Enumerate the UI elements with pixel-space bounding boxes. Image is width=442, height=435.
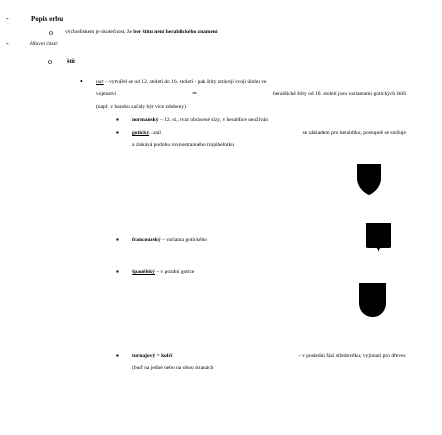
shield-heading: štít [67,59,75,65]
item-turnajovy-line2: (buď na jedné nebo na obou stranách [132,365,214,371]
list-small-bullet-marker: ▪ [116,128,119,137]
item-turnajovy-label: turnajový = kolčí [132,353,173,359]
list-small-bullet-marker: ▪ [116,267,119,276]
para-line-2 [96,92,406,98]
para-line-2-a: vojenství [96,91,117,97]
item-normansky-text: – 12. st., tvar obrácené slzy, v heraldice neužíván [158,117,269,123]
list-small-bullet-marker: ▪ [116,115,119,124]
item-francouzsky [132,238,207,244]
item-goticky-label: gotický [132,130,150,136]
list-dash-marker: - [6,14,9,23]
item-goticky-mid: ...stál [149,130,161,136]
para-line-3: (např. v baroku začaly být více zdobeny) [96,104,186,110]
list-dash-marker: - [6,39,9,48]
starting-point-bold: ber štítu není heraldického znamení [133,29,218,35]
para-line-2-b: heraldické štíty od 16. století jsou variantami gotických štítů [272,91,406,97]
starting-point-plain: východiskem je skutečnost, že [65,29,134,35]
gothic-shield-icon [357,164,381,195]
item-spanelsky-label: španělský [132,269,155,275]
heading-popis-erbu: Popis erbu [31,15,64,23]
item-turnajovy [132,354,406,360]
item-turnajovy-text: – v poslední fázi středověku; vyjímatí pro dřevec [298,353,406,359]
heading-main-parts: Hlavní části: [30,41,59,47]
item-normansky-label: normanský [132,117,159,123]
item-francouzsky-text: – varianta gotického [160,237,208,243]
implies-arrow: ⇒ [192,91,197,97]
item-goticky-text: se základem pro heraldiku, postupně se snižuje [302,130,406,136]
item-francouzsky-label: francouzský [132,237,161,243]
para-keyword: nar [96,79,104,85]
para-line-1-rest: – vytvářel se od 12. století do 16. století - pak štíty ztrácejí svoji úlohu ve [103,79,267,85]
item-goticky [132,131,406,137]
spanish-shield-icon [359,283,386,317]
item-goticky-line2: a získává podobu rovnostranného trojúhelníku [132,142,235,148]
list-bullet-marker: • [80,77,83,86]
starting-point-text [65,30,218,36]
para-line-1 [96,80,406,86]
item-normansky [132,118,268,124]
list-circle-marker: o [48,57,52,66]
item-spanelsky [132,270,194,276]
list-circle-marker: o [49,28,53,37]
list-small-bullet-marker: ▪ [116,235,119,244]
list-small-bullet-marker: ▪ [116,351,119,360]
item-spanelsky-text: – v pozdní gotice [154,269,195,275]
french-shield-icon [366,223,391,252]
